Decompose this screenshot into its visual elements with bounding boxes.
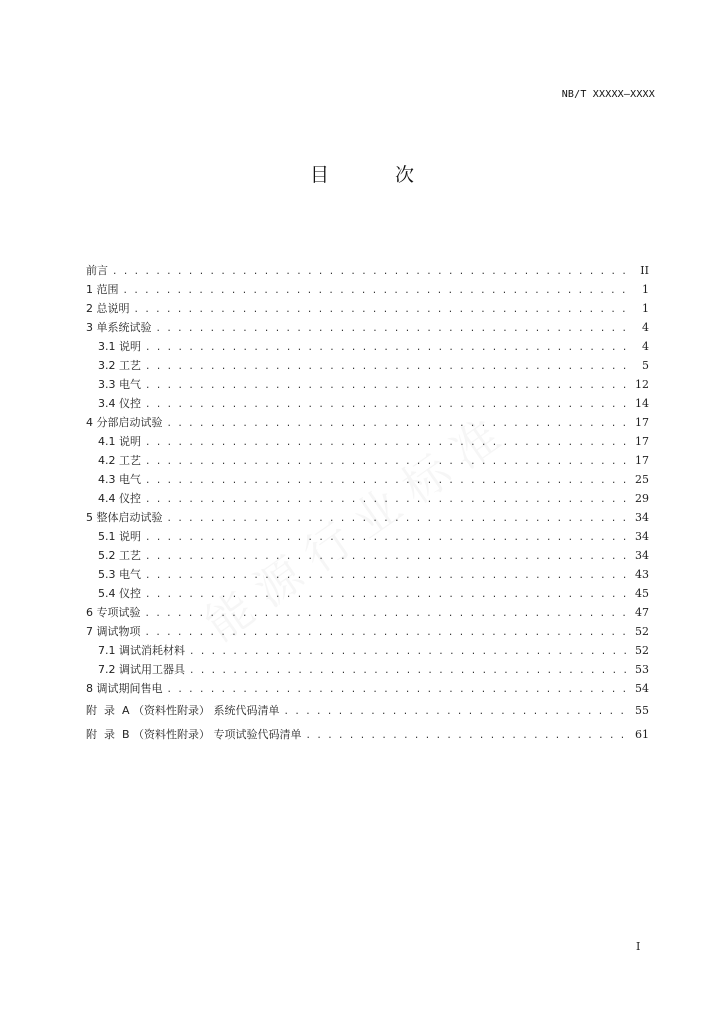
toc-entry-page: 53 — [635, 663, 649, 676]
toc-entry-page: 5 — [642, 359, 649, 372]
toc-leader-dots — [145, 491, 629, 510]
toc-entry-label: 3 单系统试验 — [86, 321, 152, 334]
page-number: I — [636, 940, 641, 953]
toc-entry[interactable] — [86, 356, 649, 375]
toc-leader-dots — [112, 263, 629, 282]
toc-entry-page: 34 — [635, 549, 649, 562]
toc-entry[interactable] — [86, 603, 649, 622]
toc-leader-dots — [189, 643, 629, 662]
toc-entry-page: 1 — [642, 283, 649, 296]
toc-leader-dots — [284, 701, 629, 724]
toc-entry[interactable] — [86, 508, 649, 527]
toc-entry-label: 2 总说明 — [86, 302, 130, 315]
toc-entry-label: 1 范围 — [86, 283, 119, 296]
toc-entry-page: 17 — [635, 454, 649, 467]
toc-entry[interactable] — [86, 723, 649, 746]
toc-entry-page: 1 — [642, 302, 649, 315]
toc-entry-page: 17 — [635, 416, 649, 429]
toc-leader-dots — [145, 624, 630, 643]
toc-leader-dots — [145, 434, 629, 453]
toc-entry-page: 55 — [635, 704, 649, 717]
toc-entry-label: 5.2 工艺 — [98, 549, 141, 562]
table-of-contents — [86, 261, 649, 746]
toc-entry-label: 4.3 电气 — [98, 473, 141, 486]
toc-entry[interactable] — [86, 337, 649, 356]
toc-entry-page: 4 — [642, 321, 649, 334]
toc-entry[interactable] — [86, 375, 649, 394]
toc-entry-label: 7 调试物项 — [86, 625, 141, 638]
toc-leader-dots — [134, 301, 630, 320]
toc-entry[interactable] — [86, 470, 649, 489]
toc-entry-page: 34 — [635, 511, 649, 524]
toc-entry-page: 43 — [635, 568, 649, 581]
toc-entry-label: 5 整体启动试验 — [86, 511, 163, 524]
toc-leader-dots — [167, 681, 630, 700]
toc-entry-label: 3.3 电气 — [98, 378, 141, 391]
toc-leader-dots — [145, 377, 629, 396]
toc-entry-page: 61 — [635, 728, 649, 741]
toc-leader-dots — [306, 725, 629, 748]
toc-entry-label: 6 专项试验 — [86, 606, 141, 619]
toc-entry-label: 4 分部启动试验 — [86, 416, 163, 429]
toc-leader-dots — [145, 358, 629, 377]
toc-entry-label: 4.4 仪控 — [98, 492, 141, 505]
toc-leader-dots — [156, 320, 630, 339]
toc-entry-label: 附 录 B （资料性附录） 专项试验代码清单 — [86, 728, 302, 741]
toc-entry[interactable] — [86, 394, 649, 413]
toc-leader-dots — [145, 339, 629, 358]
toc-entry-label: 3.1 说明 — [98, 340, 141, 353]
toc-entry[interactable] — [86, 413, 649, 432]
toc-entry-label: 7.1 调试消耗材料 — [98, 644, 185, 657]
toc-entry-page: 45 — [635, 587, 649, 600]
toc-entry[interactable] — [86, 584, 649, 603]
toc-entry-label: 3.2 工艺 — [98, 359, 141, 372]
page-title: 目 次 — [309, 164, 445, 186]
toc-leader-dots — [145, 548, 629, 567]
toc-entry[interactable] — [86, 489, 649, 508]
document-code: NB/T XXXXX—XXXX — [561, 89, 655, 100]
toc-leader-dots — [167, 510, 630, 529]
toc-entry-label: 5.4 仪控 — [98, 587, 141, 600]
toc-leader-dots — [167, 415, 630, 434]
toc-leader-dots — [145, 396, 629, 415]
toc-entry-page: 17 — [635, 435, 649, 448]
toc-entry[interactable] — [86, 699, 649, 722]
toc-entry[interactable] — [86, 527, 649, 546]
toc-entry-page: 14 — [635, 397, 649, 410]
toc-entry-label: 5.3 电气 — [98, 568, 141, 581]
toc-entry[interactable] — [86, 546, 649, 565]
toc-entry[interactable] — [86, 622, 649, 641]
toc-entry-page: II — [640, 264, 649, 277]
toc-entry-label: 4.1 说明 — [98, 435, 141, 448]
toc-entry-label: 7.2 调试用工器具 — [98, 663, 185, 676]
toc-entry[interactable] — [86, 451, 649, 470]
toc-leader-dots — [145, 472, 629, 491]
toc-entry[interactable] — [86, 318, 649, 337]
toc-leader-dots — [123, 282, 630, 301]
toc-entry-page: 52 — [635, 625, 649, 638]
toc-leader-dots — [145, 586, 629, 605]
toc-entry-label: 前言 — [86, 264, 108, 277]
toc-leader-dots — [145, 529, 629, 548]
toc-entry-page: 4 — [642, 340, 649, 353]
toc-entry[interactable] — [86, 299, 649, 318]
toc-entry-label: 3.4 仪控 — [98, 397, 141, 410]
toc-entry[interactable] — [86, 660, 649, 679]
toc-entry-label: 8 调试期间售电 — [86, 682, 163, 695]
toc-entry-page: 54 — [635, 682, 649, 695]
toc-entry-page: 47 — [635, 606, 649, 619]
toc-entry-label: 5.1 说明 — [98, 530, 141, 543]
toc-entry[interactable] — [86, 432, 649, 451]
toc-leader-dots — [145, 605, 630, 624]
toc-entry-page: 25 — [635, 473, 649, 486]
toc-entry-page: 29 — [635, 492, 649, 505]
toc-entry-label: 附 录 A （资料性附录） 系统代码清单 — [86, 704, 280, 717]
toc-entry[interactable] — [86, 679, 649, 698]
toc-entry-label: 4.2 工艺 — [98, 454, 141, 467]
toc-leader-dots — [189, 662, 629, 681]
toc-entry[interactable] — [86, 565, 649, 584]
toc-leader-dots — [145, 567, 629, 586]
toc-entry[interactable] — [86, 641, 649, 660]
toc-entry-page: 34 — [635, 530, 649, 543]
toc-entry[interactable] — [86, 261, 649, 280]
toc-leader-dots — [145, 453, 629, 472]
toc-entry-page: 52 — [635, 644, 649, 657]
toc-entry[interactable] — [86, 280, 649, 299]
toc-entry-page: 12 — [635, 378, 649, 391]
